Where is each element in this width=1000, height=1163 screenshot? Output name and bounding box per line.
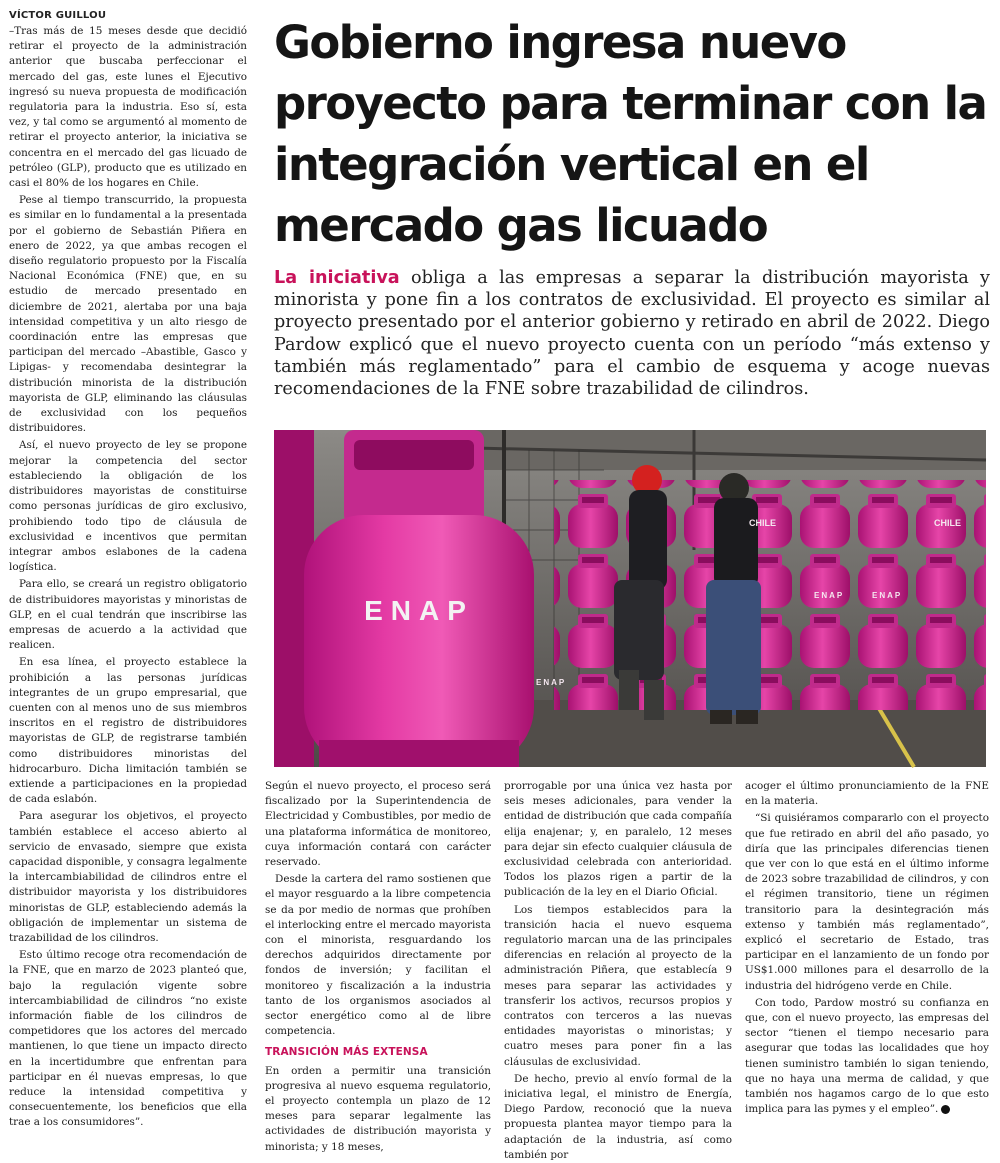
paragraph: Esto último recoge otra recomendación de la FNE, que en marzo de 2023 planteó que, bajo la regulación vigente sobre intercambiabilidad de cilindros “no existe información fiable de los cilindros de competidores que los actores del mercado mantienen, lo que tiene un impacto directo en la incertidumbre que enfrentan para participar en él nuevas empresas, lo que reduce la intensidad competitiva y consecuentemente, los beneficios que ella trae a los consumidores”. [9,949,247,1129]
lead-paragraph [274,267,990,400]
subheading: TRANSICIÓN MÁS EXTENSA [265,1046,428,1059]
paragraph: En esa línea, el proyecto establece la prohibición a las personas jurídicas integrantes de un grupo empresarial, que cuenten con al menos uno de sus miembros inscritos en el registro de distribuidores mayoristas de GLP, de registrarse también como distribuidores minoristas del hidrocarburo. Dicha limitación también se extiende a participaciones en la propiedad de cada eslabón. [9,656,247,806]
paragraph: acoger el último pronunciamiento de la FNE en la materia. [745,780,989,808]
paragraph: Para ello, se creará un registro obligatorio de distribuidores mayoristas y minoristas de GLP, en el cual tendrán que inscribirse las empresas de acuerdo a la actividad que realicen. [9,578,247,652]
paragraph: Según el nuevo proyecto, el proceso será fiscalizado por la Superintendencia de Electricidad y Combustibles, por medio de una plataforma informática de monitoreo, cuya información contará con carácter reservado. [265,780,491,869]
column-3 [504,779,732,1161]
paragraph: –Tras más de 15 meses desde que decidió retirar el proyecto de la administración anterior que buscaba perfeccionar el mercado del gas, este lunes el Ejecutivo ingresó su nueva propuesta de modificación regulatoria para la industria. Eso sí, esta vez, y tal como se argumentó al momento de retirar el proyecto anterior, la iniciativa se concentra en el mercado del gas licuado de petróleo (GLP), producto que es utilizado en casi el 80% de los hogares en Chile. [9,25,247,190]
cylinder-chile-label: CHILE [749,518,776,528]
paragraph: Pese al tiempo transcurrido, la propuesta es similar en lo fundamental a la presentada por el gobierno de Sebastián Piñera en enero de 2022, ya que ambas recogen el diseño regulatorio propuesto por la Fiscalía Nacional Económica (FNE) que, en su estudio de mercado presentado en diciembre de 2021, alertaba por una baja intensidad competitiva y un alto riesgo de coordinación entre las empresas que participan del mercado –Abastible, Gasco y Lipigas- y recomendaba desintegrar la distribución minorista de la distribución mayorista de GLP, eliminando las cláusulas de exclusividad con los pequeños distribuidores. [9,194,247,435]
paragraph: “Si quisiéramos compararlo con el proyecto que fue retirado en abril del año pasado, yo diría que las principales diferencias tienen que ver con lo que está en el último informe de 2023 sobre trazabilidad de cilindros, y con el régimen transitorio, tiene un régimen transitorio para la desintegración más extenso y también más reglamentado”, explicó el secretario de Estado, tras participar en el lanzamiento de un fondo por US$1.000 millones para el desarrollo de la industria del hidrógeno verde en Chile. [745,812,989,992]
byline: VÍCTOR GUILLOU [9,10,107,21]
paragraph: Así, el nuevo proyecto de ley se propone mejorar la competencia del sector estableciendo la obligación de los distribuidores mayoristas de constituirse como personas jurídicas de giro exclusivo, prohibiendo todo tipo de cláusula de exclusividad e incentivos que permitan integrar ambos eslabones de la cadena logística. [9,439,247,574]
column-1 [9,24,247,1154]
paragraph: Para asegurar los objetivos, el proyecto también establece el acceso abierto al servicio de envasado, siempre que exista capacidad disponible, y consagra legalmente la intercambiabilidad de cilindros entre el distribuidor mayorista y los distribuidores minoristas de GLP, estableciendo además la obligación de implementar un sistema de trazabilidad de los cilindros. [9,810,247,944]
paragraph-text: Con todo, Pardow mostró su confianza en que, con el nuevo proyecto, las empresas del sector “tienen el tiempo necesario para asegurar que todas las localidades que hoy tienen suministro también lo sigan teniendo, que no haya una merma de calidad, y que también nos hagamos cargo de lo que esto implica para las pymes y el empleo”. [745,996,989,1116]
column-4 [745,779,989,1154]
paragraph-last [745,996,989,1118]
cylinder-brand-label-small: ENAP [814,591,845,600]
lead-kicker: La iniciativa [274,268,400,288]
cylinder-brand-label-small: ENAP [872,591,903,600]
end-of-article-icon [941,1105,950,1114]
paragraph: prorrogable por una única vez hasta por seis meses adicionales, para vender la entidad de distribución que cada compañía elija enajenar; y, en paralelo, 12 meses para dejar sin efecto cualquier cláusula de exclusividad celebrada con anterioridad. Todos los plazos rigen a partir de la publicación de la ley en el Diario Oficial. [504,780,732,899]
paragraph: Los tiempos establecidos para la transición hacia el nuevo esquema regulatorio marcan una de las principales diferencias en relación al proyecto de la administración Piñera, que establecía 9 meses para separar las actividades y transferir los activos, recursos propios y contratos con terceros a las nuevas entidades mayoristas o minoristas; y cuatro meses para poner fin a las cláusulas de exclusividad. [504,903,732,1068]
lead-text: obliga a las empresas a separar la distribución mayorista y minorista y pone fin a los contratos de exclusividad. El proyecto es similar al proyecto presentado por el anterior gobierno y retirado en abril de 2022. Diego Pardow explicó que el nuevo proyecto cuenta con un período “más extenso y también más reglamentado” para el cambio de esquema y acoge nuevas recomendaciones de la FNE sobre trazabilidad de cilindros. [274,268,990,400]
column-2 [265,779,491,1154]
headline: Gobierno ingresa nuevo proyecto para terminar con la integración vertical en el mercado gas licuado [274,16,987,252]
cylinder-brand-label: ENAP [364,595,474,626]
cylinder-brand-label-small: ENAP [536,678,567,687]
article-photo [274,430,986,767]
paragraph: En orden a permitir una transición progresiva al nuevo esquema regulatorio, el proyecto contempla un plazo de 12 meses para separar legalmente las actividades de distribución mayorista y minorista; y 18 meses, [265,1064,491,1153]
paragraph: Desde la cartera del ramo sostienen que el mayor resguardo a la libre competencia se da por medio de normas que prohíben el interlocking entre el mercado mayorista con el minorista, resguardando los derechos adquiridos directamente por fondos de inversión; y facilitan el monitoreo y fiscalización a la industria tanto de los organismos asociados al sector energético como al de libre competencia. [265,873,491,1038]
paragraph: De hecho, previo al envío formal de la iniciativa legal, el ministro de Energía, Diego Pardow, reconoció que la nueva propuesta plantea mayor tiempo para la adaptación de la industria, así como también por [504,1072,732,1161]
cylinder-chile-label: CHILE [934,518,961,528]
